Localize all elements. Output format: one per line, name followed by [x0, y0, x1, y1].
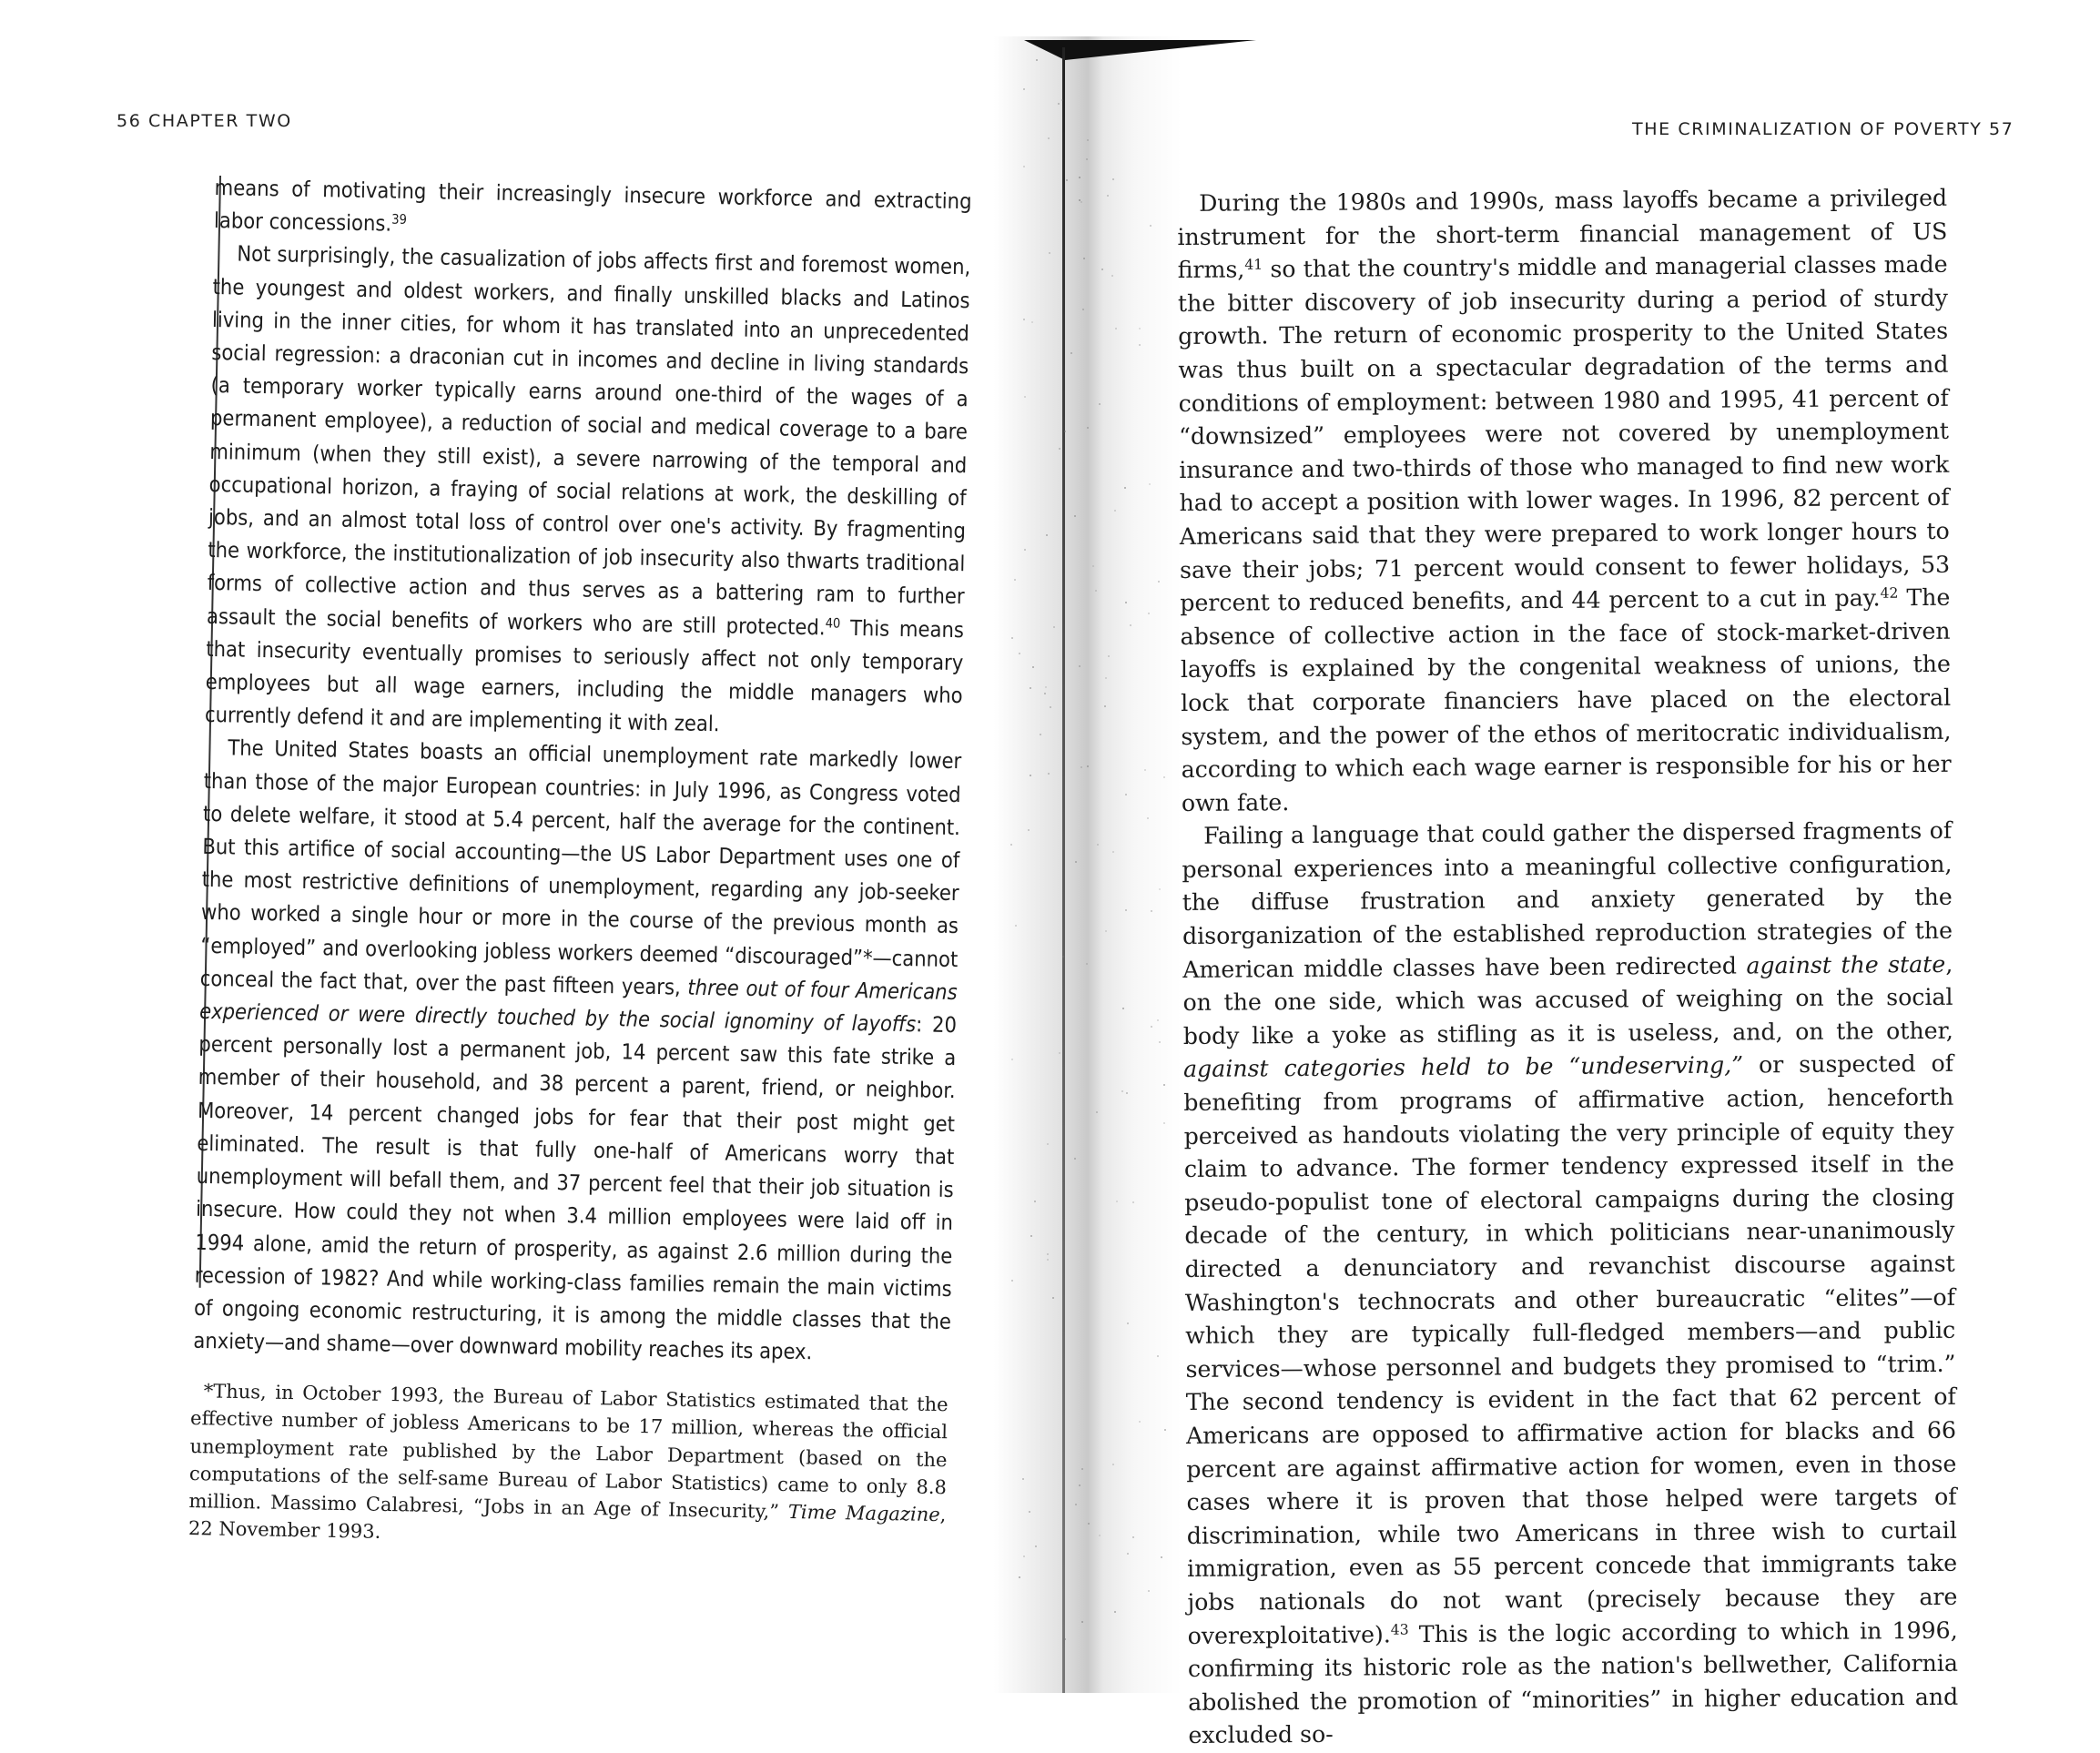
emphasis-text: three out of four Americans experienced or were directly touched by the social ignominy of layoffs: [198, 974, 958, 1038]
scan-speckle: [1011, 1059, 1013, 1060]
left-paragraph-1: means of motivating their increasingly insecure workforce and extracting labor concessions.$^{39}$: [213, 174, 972, 237]
scan-speckle: [1034, 1201, 1036, 1202]
scan-speckle: [1161, 1556, 1162, 1558]
scan-speckle: [1044, 693, 1046, 694]
footnote: *Thus, in October 1993, the Bureau of Labor Statistics estimated that the effective number of jobless Americans to be 17 million, whereas the official unemployment rate published by the Labor Department (based on the computations of the self-same Bureau of Labor Statistics) came to only 8.8 million. Massimo Calabresi, “Jobs in an Age of Insecurity,” Time Magazine, 22 November 1993.: [188, 1380, 949, 1544]
scan-speckle: [1075, 861, 1077, 863]
note-ref-40: 40: [825, 615, 841, 632]
scan-speckle: [1105, 677, 1107, 679]
scan-speckle: [1081, 1468, 1083, 1470]
scan-speckle: [1116, 1201, 1118, 1202]
scan-speckle: [1047, 1253, 1049, 1255]
scan-speckle: [1101, 269, 1103, 270]
footnote-source-title: Time Magazine: [787, 1501, 940, 1526]
scan-speckle: [1047, 1259, 1049, 1261]
scan-speckle: [1163, 776, 1165, 778]
emphasis-text: against the state: [1746, 950, 1946, 979]
scan-speckle: [1030, 1235, 1032, 1237]
scan-speckle: [1125, 602, 1127, 603]
scan-speckle: [1019, 1576, 1020, 1578]
scan-speckle: [1083, 258, 1085, 259]
scan-speckle: [1127, 1553, 1129, 1555]
scan-speckle: [1104, 705, 1106, 707]
note-ref-43: 43: [1390, 1621, 1409, 1638]
book-gutter: [994, 36, 1182, 1693]
right-page-body: [1177, 182, 1959, 1753]
scan-speckle: [1080, 201, 1082, 203]
scan-speckle: [1030, 687, 1031, 689]
left-paragraph-3: The United States boasts an official unemployment rate markedly lower than those of the major European countries: in July 1996, as Congress voted to delete welfare, it stood at 5.4 percent, half the average for the continent. But this artifice of social accounting—the US Labor Department uses one of the most restrictive definitions of unemployment, regarding any job-seeker who worked a single hour or more in the course of the previous month as “employed” and overlooking jobless workers deemed “discouraged”*—cannot conceal the fact that, over the past fifteen years, three out of four Americans experienced or were directly touched by the social ignominy of layoffs: 20 percent personally lost a permanent job, 14 percent saw this fate strike a member of their household, and 38 percent a parent, friend, or neighbor. Moreover, 14 percent changed jobs for fear that their post might get eliminated. The result is that fully one-half of Americans worry that unemployment will befall them, and 37 percent feel that their job situation is insecure. How could they not when 3.4 million employees were laid off in 1994 alone, amid the return of prosperity, as against 2.6 million during the recession of 1982? And while working-class families remain the main victims of ongoing economic restructuring, it is among the middle classes that the anxiety—and shame—over downward mobility reaches its apex.: [193, 735, 962, 1365]
spine-shadow: [1024, 40, 1256, 60]
scan-speckle: [1082, 309, 1084, 310]
scan-speckle: [1059, 448, 1060, 450]
scan-speckle: [1064, 431, 1066, 432]
scan-speckle: [1139, 344, 1141, 346]
scan-speckle: [1023, 166, 1025, 167]
left-running-head: 56 CHAPTER TWO: [117, 111, 292, 131]
scan-speckle: [1126, 1092, 1128, 1094]
scan-speckle: [1024, 396, 1026, 398]
note-ref-42: 42: [1880, 584, 1899, 602]
scan-speckle: [1050, 706, 1051, 708]
scan-speckle: [1064, 1638, 1066, 1640]
scan-speckle: [1015, 925, 1017, 927]
scan-speckle: [1127, 1322, 1129, 1324]
scan-speckle: [1092, 565, 1094, 567]
scan-speckle: [1108, 655, 1110, 657]
scan-speckle: [1080, 766, 1082, 768]
left-page-body: [193, 171, 972, 1371]
scan-speckle: [1107, 195, 1109, 197]
scan-speckle: [1028, 829, 1030, 831]
scan-speckle: [1053, 626, 1055, 628]
scan-speckle: [1157, 1355, 1159, 1357]
scan-speckle: [1121, 1090, 1123, 1092]
scan-speckle: [1030, 775, 1031, 776]
scan-speckle: [1019, 653, 1020, 654]
scan-speckle: [1023, 1555, 1025, 1557]
note-ref-39: 39: [391, 211, 408, 228]
scan-speckle: [1087, 139, 1089, 141]
scan-speckle: [1052, 1297, 1054, 1299]
right-paragraph-1: During the 1980s and 1990s, mass layoffs became a privileged instrument for the short-term financial management of US firms,$^{41}$ so that the country's middle and managerial classes made the bitter discovery of job insecurity during a period of sturdy growth. The return of economic prosperity to the United States was thus built on a spectacular degradation of the terms and conditions of employment: between 1980 and 1995, 41 percent of “downsized” employees were not covered by unemployment insurance and two-thirds of those who managed to find new work had to accept a position with lower wages. In 1996, 82 percent of Americans said that they were prepared to work longer hours to save their jobs; 71 percent would consent to fewer holidays, 53 percent to reduced benefits, and 44 percent to a cut in pay.$^{42}$ The absence of collective action in the face of stock-market-driven layoffs is explained by the congenital weakness of unions, the lock that corporate financiers have placed on the electoral system, and the power of the ethos of meritocratic individualism, according to which each wage earner is responsible for his or her own fate.: [1177, 184, 1952, 816]
scan-speckle: [1159, 888, 1161, 890]
right-running-head: THE CRIMINALIZATION OF POVERTY 57: [1632, 119, 2014, 139]
spine-line: [1062, 47, 1065, 1693]
scan-speckle: [1087, 427, 1089, 429]
scan-speckle: [1059, 1052, 1060, 1054]
emphasis-text: against categories held to be “undeserving,”: [1182, 1051, 1744, 1083]
note-ref-41: 41: [1244, 256, 1263, 274]
scan-speckle: [1058, 103, 1060, 105]
scan-speckle: [1150, 225, 1151, 227]
scan-speckle: [1075, 1504, 1077, 1505]
right-paragraph-2: Failing a language that could gather the dispersed fragments of personal experiences into a meaningful collective configuration, the diffuse frustration and anxiety generated by the disorganization of the established reproduction strategies of the American middle classes have been redirected against the state, on the one side, which was accused of weighing on the social body like a yoke as stifling as it is useless, and, on the other, against categories held to be “undeserving,” or suspected of benefiting from programs of affirmative action, henceforth perceived as handouts violating the very principle of equity they claim to advance. The former tendency expressed itself in the pseudo-populist tone of electoral campaigns during the closing decade of the century, in which politicians near-unanimously directed a denunciatory and revanchist discourse against Washington's technocrats and other bureaucratic “elites”—of which they are typically full-fledged members—and public services—whose personnel and budgets they promised to “trim.” The second tendency is evident in the fact that 62 percent of Americans are opposed to affirmative action for blacks and 66 percent are against affirmative action for women, even in those cases where it is proven that those helped were targets of discrimination, while two Americans in three wish to curtail immigration, even as 55 percent concede that immigrants take jobs nationals do not want (precisely because they are overexploitative).$^{43}$ This is the logic according to which in 1996, confirming its historic role as the nation's bellwether, California abolished the promotion of “minorities” in higher education and excluded so-: [1182, 817, 1959, 1749]
left-paragraph-2: Not surprisingly, the casualization of jobs affects first and foremost women, the youngest and oldest workers, and finally unskilled blacks and Latinos living in the inner cities, for whom it has translated into an unprecedented social regression: a draconian cut in incomes and decline in living standards (a temporary worker typically earns around one-third of the wages of a permanent employee), a reduction of social and medical coverage to a bare minimum (when they still exist), a severe narrowing of the temporal and occupational horizon, a fraying of social relations at work, the deskilling of jobs, and an almost total loss of control over one's activity. By fragmenting the workforce, the institutionalization of job insecurity also thwarts traditional forms of collective action and thus serves as a battering ram to further assault the social benefits of workers who are still protected.$^{40}$ This means that insecurity eventually promises to seriously affect not only temporary employees but all wage earners, including the middle managers who currently defend it and are implementing it with zeal.: [204, 240, 971, 737]
